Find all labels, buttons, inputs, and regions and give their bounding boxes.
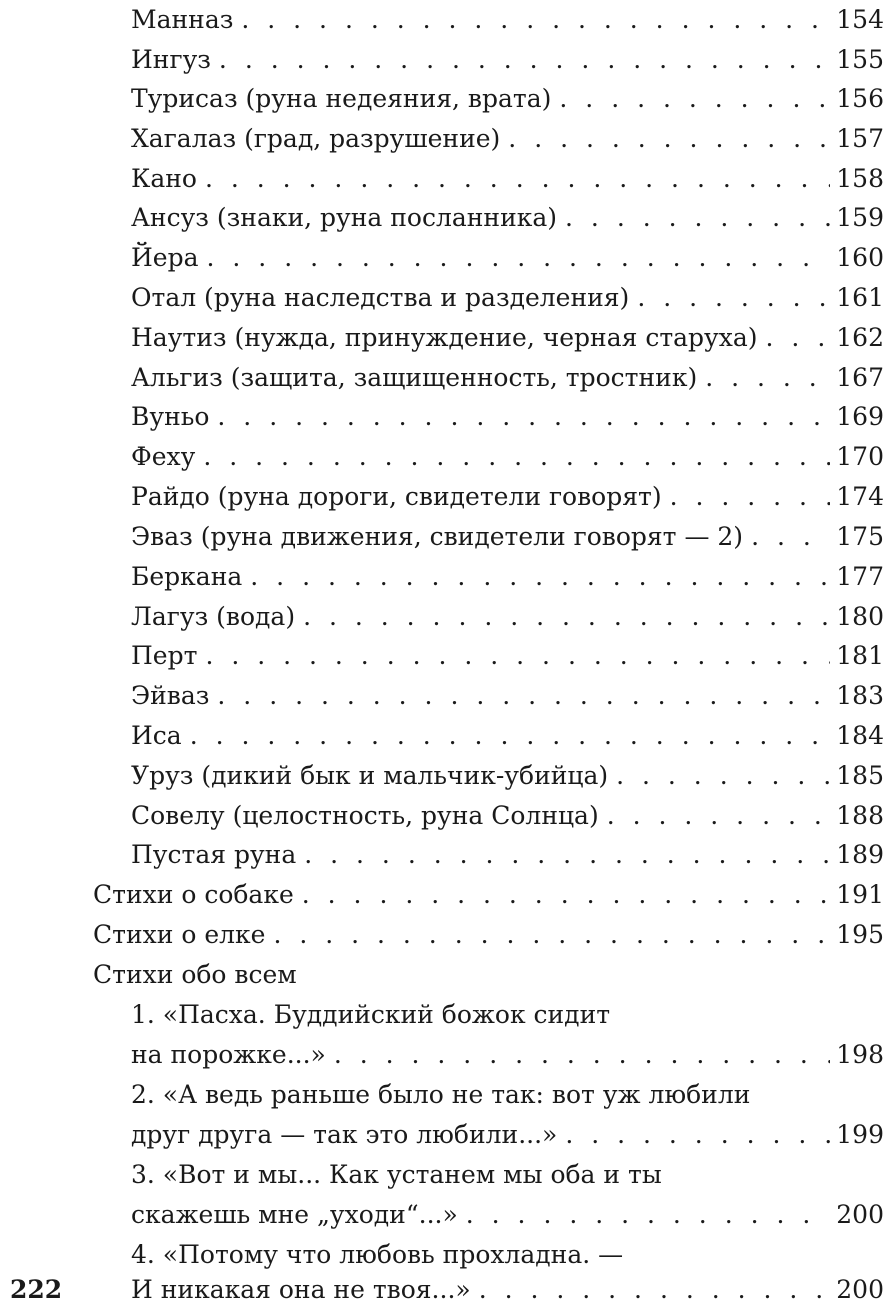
poem-page: 200 bbox=[836, 1275, 884, 1304]
dot-leader bbox=[304, 833, 830, 877]
toc-entry bbox=[131, 714, 884, 758]
dot-leader bbox=[190, 714, 831, 758]
toc-entry-page: 162 bbox=[836, 323, 884, 352]
dot-leader bbox=[607, 794, 831, 838]
poem-title-line1: 3. «Вот и мы... Как устанем мы оба и ты bbox=[131, 1160, 662, 1189]
toc-entry-title: Перт bbox=[131, 641, 198, 670]
toc-entry bbox=[131, 236, 884, 280]
dot-leader bbox=[273, 913, 830, 957]
toc-entry-title: Феху bbox=[131, 442, 196, 471]
dot-leader bbox=[616, 754, 830, 798]
toc-entry bbox=[131, 117, 884, 161]
poem-title-line2: скажешь мне „уходи“...» bbox=[131, 1200, 458, 1229]
toc-section-title: Стихи о елке bbox=[93, 920, 266, 949]
dot-leader bbox=[217, 674, 830, 718]
toc-entry-page: 188 bbox=[836, 801, 884, 830]
toc-entry bbox=[131, 0, 884, 42]
toc-entry bbox=[131, 515, 884, 559]
poem-title-line1: 4. «Потому что любовь прохладна. — bbox=[131, 1240, 624, 1269]
toc-entry-page: 158 bbox=[836, 164, 884, 193]
poem-title-line1: 2. «А ведь раньше было не так: вот уж любили bbox=[131, 1080, 751, 1109]
toc-entry-title: Пустая руна bbox=[131, 840, 297, 869]
poem-entry-line1 bbox=[131, 993, 884, 1037]
dot-leader bbox=[219, 38, 830, 82]
toc-section-title: Стихи о собаке bbox=[93, 880, 294, 909]
toc-entry bbox=[131, 356, 884, 400]
toc-entry-page: 180 bbox=[836, 602, 884, 631]
toc-entry bbox=[131, 435, 884, 479]
poem-title-line2: И никакая она не твоя...» bbox=[131, 1275, 471, 1304]
dot-leader bbox=[466, 1193, 831, 1237]
dot-leader bbox=[559, 77, 830, 121]
toc-entry-page: 183 bbox=[836, 681, 884, 710]
toc-entry-title: Иса bbox=[131, 721, 182, 750]
toc-section-heading bbox=[93, 953, 884, 997]
toc-entry-title: Совелу (целостность, руна Солнца) bbox=[131, 801, 599, 830]
toc-entry-title: Эваз (руна движения, свидетели говорят — 2) bbox=[131, 522, 744, 551]
toc-entry-page: 185 bbox=[836, 761, 884, 790]
toc-entry bbox=[131, 196, 884, 240]
toc-entry bbox=[131, 77, 884, 121]
poem-entry-line2 bbox=[131, 1268, 884, 1312]
toc-section-title: Стихи обо всем bbox=[93, 960, 297, 989]
dot-leader bbox=[565, 1113, 830, 1157]
poem-title-line2: на порожке...» bbox=[131, 1040, 326, 1069]
dot-leader bbox=[250, 555, 830, 599]
toc-section bbox=[93, 873, 884, 917]
toc-entry bbox=[131, 555, 884, 599]
dot-leader bbox=[751, 515, 830, 559]
dot-leader bbox=[766, 316, 831, 360]
toc-section-page: 191 bbox=[836, 880, 884, 909]
toc-entry-title: Хагалаз (град, разрушение) bbox=[131, 124, 501, 153]
toc-entry bbox=[131, 316, 884, 360]
dot-leader bbox=[203, 435, 830, 479]
toc-entry-title: Турисаз (руна недеяния, врата) bbox=[131, 84, 552, 113]
toc-entry bbox=[131, 157, 884, 201]
toc-entry-page: 157 bbox=[836, 124, 884, 153]
dot-leader bbox=[705, 356, 830, 400]
toc-entry bbox=[131, 395, 884, 439]
toc-entry-page: 177 bbox=[836, 562, 884, 591]
toc-entry-page: 175 bbox=[836, 522, 884, 551]
toc-entry-title: Лагуз (вода) bbox=[131, 602, 296, 631]
poem-entry-line1 bbox=[131, 1153, 884, 1197]
toc-entry-page: 154 bbox=[836, 5, 884, 34]
toc-entry-page: 161 bbox=[836, 283, 884, 312]
dot-leader bbox=[637, 276, 830, 320]
toc-entry-page: 169 bbox=[836, 402, 884, 431]
toc-entry bbox=[131, 276, 884, 320]
toc-entry bbox=[131, 674, 884, 718]
toc-entry-page: 174 bbox=[836, 482, 884, 511]
dot-leader bbox=[241, 0, 830, 42]
toc-entry-page: 167 bbox=[836, 363, 884, 392]
poem-title-line2: друг друга — так это любили...» bbox=[131, 1120, 558, 1149]
poem-page: 200 bbox=[836, 1200, 884, 1229]
toc-entry-title: Отал (руна наследства и разделения) bbox=[131, 283, 630, 312]
poem-entry-line2 bbox=[131, 1033, 884, 1077]
toc-entry-title: Наутиз (нужда, принуждение, черная старуха) bbox=[131, 323, 758, 352]
toc-entry-title: Ингуз bbox=[131, 45, 211, 74]
toc-entry-title: Райдо (руна дороги, свидетели говорят) bbox=[131, 482, 662, 511]
poem-entry-line1 bbox=[131, 1073, 884, 1117]
dot-leader bbox=[302, 873, 831, 917]
toc-entry bbox=[131, 634, 884, 678]
dot-leader bbox=[670, 475, 831, 519]
toc-entry-title: Йера bbox=[131, 243, 199, 272]
toc-entry-title: Вуньо bbox=[131, 402, 210, 431]
toc-entry-page: 159 bbox=[836, 203, 884, 232]
dot-leader bbox=[207, 236, 831, 280]
dot-leader bbox=[479, 1268, 831, 1312]
poem-entry-line2 bbox=[131, 1113, 884, 1157]
toc-entry bbox=[131, 38, 884, 82]
toc-entry-title: Уруз (дикий бык и мальчик-убийца) bbox=[131, 761, 609, 790]
toc-entry-page: 156 bbox=[836, 84, 884, 113]
toc-section bbox=[93, 913, 884, 957]
toc-entry bbox=[131, 754, 884, 798]
poem-title-line1: 1. «Пасха. Буддийский божок сидит bbox=[131, 1000, 611, 1029]
toc-entry-title: Ансуз (знаки, руна посланника) bbox=[131, 203, 558, 232]
toc-entry-page: 160 bbox=[836, 243, 884, 272]
dot-leader bbox=[334, 1033, 830, 1077]
toc-entry bbox=[131, 595, 884, 639]
toc-entry bbox=[131, 794, 884, 838]
toc-entry bbox=[131, 833, 884, 877]
toc-entry-page: 170 bbox=[836, 442, 884, 471]
toc-section-page: 195 bbox=[836, 920, 884, 949]
toc-entry-page: 181 bbox=[836, 641, 884, 670]
dot-leader bbox=[205, 157, 830, 201]
toc-entry-page: 184 bbox=[836, 721, 884, 750]
poem-page: 198 bbox=[836, 1040, 884, 1069]
toc-entry-title: Альгиз (защита, защищенность, тростник) bbox=[131, 363, 698, 392]
page-number: 222 bbox=[10, 1275, 63, 1304]
toc-entry-title: Кано bbox=[131, 164, 197, 193]
dot-leader bbox=[303, 595, 830, 639]
toc-entry-page: 155 bbox=[836, 45, 884, 74]
toc-entry-title: Эйваз bbox=[131, 681, 210, 710]
dot-leader bbox=[508, 117, 830, 161]
toc-entry-page: 189 bbox=[836, 840, 884, 869]
toc-entry-title: Беркана bbox=[131, 562, 243, 591]
poem-page: 199 bbox=[836, 1120, 884, 1149]
poem-entry-line2 bbox=[131, 1193, 884, 1237]
toc-entry bbox=[131, 475, 884, 519]
dot-leader bbox=[205, 634, 830, 678]
dot-leader bbox=[217, 395, 830, 439]
dot-leader bbox=[565, 196, 830, 240]
toc-entry-title: Манназ bbox=[131, 5, 234, 34]
